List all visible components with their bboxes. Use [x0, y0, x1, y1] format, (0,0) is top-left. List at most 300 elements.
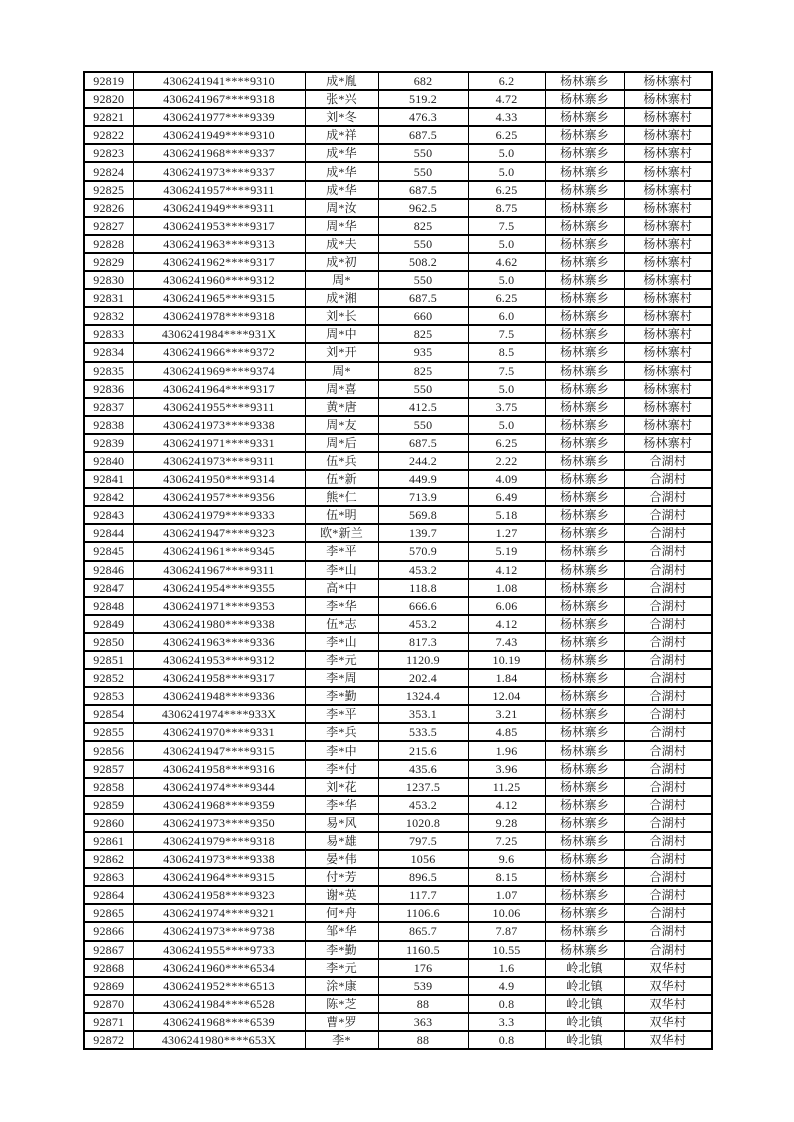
cell-seq: 92867 [84, 941, 133, 959]
cell-value2: 8.5 [468, 343, 545, 361]
cell-name: 伍*志 [305, 615, 378, 633]
table-row [84, 325, 712, 343]
cell-seq: 92827 [84, 217, 133, 235]
cell-seq: 92825 [84, 181, 133, 199]
table-row [84, 398, 712, 416]
cell-seq: 92859 [84, 796, 133, 814]
cell-village: 合湖村 [624, 669, 712, 687]
cell-value1: 435.6 [378, 760, 468, 778]
cell-id-number: 4306241947****9323 [133, 524, 305, 542]
cell-township: 杨林寨乡 [545, 126, 624, 144]
cell-seq: 92840 [84, 452, 133, 470]
cell-village: 杨林寨村 [624, 181, 712, 199]
cell-village: 合湖村 [624, 633, 712, 651]
cell-seq: 92833 [84, 325, 133, 343]
table-row [84, 1031, 712, 1049]
cell-id-number: 4306241958****9323 [133, 886, 305, 904]
cell-seq: 92841 [84, 470, 133, 488]
table-row [84, 687, 712, 705]
cell-id-number: 4306241952****6513 [133, 977, 305, 995]
cell-village: 合湖村 [624, 470, 712, 488]
cell-name: 李*山 [305, 633, 378, 651]
cell-township: 杨林寨乡 [545, 325, 624, 343]
cell-village: 合湖村 [624, 760, 712, 778]
cell-seq: 92855 [84, 723, 133, 741]
cell-village: 合湖村 [624, 904, 712, 922]
cell-village: 双华村 [624, 995, 712, 1013]
cell-id-number: 4306241968****6539 [133, 1013, 305, 1031]
cell-township: 杨林寨乡 [545, 705, 624, 723]
cell-value2: 6.2 [468, 72, 545, 90]
cell-value1: 1056 [378, 850, 468, 868]
cell-value2: 4.62 [468, 253, 545, 271]
cell-name: 张*兴 [305, 90, 378, 108]
cell-id-number: 4306241955****9733 [133, 941, 305, 959]
cell-name: 李*勤 [305, 941, 378, 959]
cell-name: 李*中 [305, 741, 378, 759]
cell-township: 杨林寨乡 [545, 615, 624, 633]
cell-village: 合湖村 [624, 922, 712, 940]
table-row [84, 181, 712, 199]
cell-name: 欧*新兰 [305, 524, 378, 542]
cell-seq: 92845 [84, 542, 133, 560]
cell-value1: 139.7 [378, 524, 468, 542]
cell-name: 周*华 [305, 217, 378, 235]
cell-seq: 92823 [84, 144, 133, 162]
cell-township: 杨林寨乡 [545, 434, 624, 452]
cell-value1: 117.7 [378, 886, 468, 904]
cell-township: 杨林寨乡 [545, 561, 624, 579]
cell-name: 熊*仁 [305, 488, 378, 506]
cell-township: 杨林寨乡 [545, 362, 624, 380]
table-row [84, 778, 712, 796]
cell-name: 谢*英 [305, 886, 378, 904]
cell-id-number: 4306241969****9374 [133, 362, 305, 380]
cell-value2: 8.15 [468, 868, 545, 886]
cell-seq: 92850 [84, 633, 133, 651]
cell-id-number: 4306241958****9317 [133, 669, 305, 687]
cell-value1: 825 [378, 362, 468, 380]
table-row [84, 524, 712, 542]
cell-value1: 176 [378, 959, 468, 977]
cell-village: 合湖村 [624, 941, 712, 959]
cell-village: 合湖村 [624, 542, 712, 560]
cell-name: 李*兵 [305, 723, 378, 741]
cell-id-number: 4306241964****9317 [133, 380, 305, 398]
cell-value2: 4.33 [468, 108, 545, 126]
cell-id-number: 4306241973****9338 [133, 416, 305, 434]
cell-value1: 713.9 [378, 488, 468, 506]
cell-village: 合湖村 [624, 814, 712, 832]
cell-value2: 7.5 [468, 217, 545, 235]
cell-value1: 1120.9 [378, 651, 468, 669]
cell-seq: 92824 [84, 162, 133, 180]
cell-value1: 570.9 [378, 542, 468, 560]
cell-township: 杨林寨乡 [545, 181, 624, 199]
cell-township: 杨林寨乡 [545, 162, 624, 180]
cell-id-number: 4306241948****9336 [133, 687, 305, 705]
cell-value2: 5.0 [468, 380, 545, 398]
table-row [84, 561, 712, 579]
cell-township: 杨林寨乡 [545, 235, 624, 253]
cell-id-number: 4306241984****931X [133, 325, 305, 343]
cell-name: 成*祥 [305, 126, 378, 144]
table-row [84, 108, 712, 126]
cell-township: 杨林寨乡 [545, 669, 624, 687]
cell-name: 刘*长 [305, 307, 378, 325]
cell-value2: 7.5 [468, 325, 545, 343]
cell-township: 杨林寨乡 [545, 398, 624, 416]
cell-seq: 92864 [84, 886, 133, 904]
cell-name: 成*华 [305, 144, 378, 162]
cell-village: 杨林寨村 [624, 343, 712, 361]
cell-township: 杨林寨乡 [545, 289, 624, 307]
cell-name: 易*雄 [305, 832, 378, 850]
cell-value1: 476.3 [378, 108, 468, 126]
cell-value2: 4.09 [468, 470, 545, 488]
cell-name: 李*周 [305, 669, 378, 687]
cell-seq: 92866 [84, 922, 133, 940]
cell-seq: 92836 [84, 380, 133, 398]
cell-seq: 92868 [84, 959, 133, 977]
cell-value2: 8.75 [468, 199, 545, 217]
cell-township: 杨林寨乡 [545, 832, 624, 850]
cell-name: 付*芳 [305, 868, 378, 886]
cell-village: 合湖村 [624, 687, 712, 705]
cell-value2: 1.08 [468, 579, 545, 597]
cell-village: 双华村 [624, 977, 712, 995]
cell-township: 杨林寨乡 [545, 687, 624, 705]
cell-value1: 550 [378, 416, 468, 434]
cell-township: 岭北镇 [545, 995, 624, 1013]
cell-seq: 92830 [84, 271, 133, 289]
cell-name: 陈*芝 [305, 995, 378, 1013]
cell-id-number: 4306241980****9338 [133, 615, 305, 633]
table-row [84, 144, 712, 162]
cell-seq: 92822 [84, 126, 133, 144]
cell-value1: 682 [378, 72, 468, 90]
cell-id-number: 4306241960****9312 [133, 271, 305, 289]
cell-name: 曹*罗 [305, 1013, 378, 1031]
cell-id-number: 4306241954****9355 [133, 579, 305, 597]
cell-id-number: 4306241971****9331 [133, 434, 305, 452]
cell-township: 杨林寨乡 [545, 760, 624, 778]
cell-id-number: 4306241968****9337 [133, 144, 305, 162]
cell-village: 合湖村 [624, 488, 712, 506]
cell-value2: 12.04 [468, 687, 545, 705]
table-row [84, 633, 712, 651]
cell-id-number: 4306241962****9317 [133, 253, 305, 271]
cell-name: 伍*兵 [305, 452, 378, 470]
cell-value1: 453.2 [378, 561, 468, 579]
cell-village: 合湖村 [624, 615, 712, 633]
cell-value1: 215.6 [378, 741, 468, 759]
cell-value2: 5.18 [468, 506, 545, 524]
cell-value1: 569.8 [378, 506, 468, 524]
cell-value2: 10.55 [468, 941, 545, 959]
cell-value2: 5.0 [468, 144, 545, 162]
cell-township: 杨林寨乡 [545, 597, 624, 615]
cell-value2: 5.0 [468, 416, 545, 434]
cell-township: 杨林寨乡 [545, 796, 624, 814]
cell-name: 成*华 [305, 181, 378, 199]
cell-id-number: 4306241964****9315 [133, 868, 305, 886]
table-row [84, 416, 712, 434]
cell-seq: 92819 [84, 72, 133, 90]
cell-id-number: 4306241960****6534 [133, 959, 305, 977]
cell-seq: 92847 [84, 579, 133, 597]
cell-id-number: 4306241949****9310 [133, 126, 305, 144]
cell-id-number: 4306241953****9312 [133, 651, 305, 669]
cell-name: 易*风 [305, 814, 378, 832]
cell-value1: 88 [378, 1031, 468, 1049]
cell-name: 伍*新 [305, 470, 378, 488]
table-row [84, 723, 712, 741]
cell-value2: 5.0 [468, 271, 545, 289]
table-row [84, 760, 712, 778]
cell-seq: 92860 [84, 814, 133, 832]
cell-seq: 92872 [84, 1031, 133, 1049]
table-body [84, 72, 712, 1049]
cell-village: 杨林寨村 [624, 72, 712, 90]
cell-value2: 3.96 [468, 760, 545, 778]
cell-value1: 550 [378, 380, 468, 398]
cell-seq: 92870 [84, 995, 133, 1013]
cell-village: 合湖村 [624, 868, 712, 886]
cell-township: 杨林寨乡 [545, 488, 624, 506]
cell-village: 合湖村 [624, 741, 712, 759]
cell-name: 伍*明 [305, 506, 378, 524]
cell-township: 杨林寨乡 [545, 253, 624, 271]
cell-id-number: 4306241961****9345 [133, 542, 305, 560]
cell-village: 杨林寨村 [624, 307, 712, 325]
cell-seq: 92849 [84, 615, 133, 633]
cell-value1: 118.8 [378, 579, 468, 597]
cell-id-number: 4306241953****9317 [133, 217, 305, 235]
cell-value1: 865.7 [378, 922, 468, 940]
cell-value1: 550 [378, 162, 468, 180]
cell-id-number: 4306241974****9321 [133, 904, 305, 922]
cell-id-number: 4306241955****9311 [133, 398, 305, 416]
cell-name: 周*汝 [305, 199, 378, 217]
cell-township: 杨林寨乡 [545, 199, 624, 217]
cell-name: 李*元 [305, 959, 378, 977]
cell-value1: 453.2 [378, 615, 468, 633]
cell-value2: 3.3 [468, 1013, 545, 1031]
cell-value2: 11.25 [468, 778, 545, 796]
cell-value1: 935 [378, 343, 468, 361]
cell-seq: 92856 [84, 741, 133, 759]
cell-name: 周*友 [305, 416, 378, 434]
table-row [84, 705, 712, 723]
cell-seq: 92848 [84, 597, 133, 615]
cell-name: 周* [305, 271, 378, 289]
cell-name: 高*中 [305, 579, 378, 597]
cell-township: 杨林寨乡 [545, 651, 624, 669]
cell-village: 杨林寨村 [624, 126, 712, 144]
cell-id-number: 4306241973****9338 [133, 850, 305, 868]
cell-id-number: 4306241973****9311 [133, 452, 305, 470]
cell-name: 李*华 [305, 796, 378, 814]
cell-township: 杨林寨乡 [545, 452, 624, 470]
cell-seq: 92831 [84, 289, 133, 307]
cell-village: 杨林寨村 [624, 253, 712, 271]
cell-id-number: 4306241973****9337 [133, 162, 305, 180]
cell-value2: 1.6 [468, 959, 545, 977]
cell-seq: 92852 [84, 669, 133, 687]
cell-value2: 1.96 [468, 741, 545, 759]
cell-township: 杨林寨乡 [545, 922, 624, 940]
cell-value1: 660 [378, 307, 468, 325]
table-row [84, 307, 712, 325]
table-row [84, 959, 712, 977]
cell-value1: 797.5 [378, 832, 468, 850]
cell-value2: 5.19 [468, 542, 545, 560]
cell-seq: 92835 [84, 362, 133, 380]
cell-id-number: 4306241973****9738 [133, 922, 305, 940]
cell-village: 合湖村 [624, 778, 712, 796]
cell-seq: 92826 [84, 199, 133, 217]
cell-value2: 4.85 [468, 723, 545, 741]
cell-township: 杨林寨乡 [545, 542, 624, 560]
table-row [84, 579, 712, 597]
cell-village: 合湖村 [624, 452, 712, 470]
cell-value2: 6.49 [468, 488, 545, 506]
cell-township: 岭北镇 [545, 977, 624, 995]
cell-value1: 363 [378, 1013, 468, 1031]
cell-value1: 244.2 [378, 452, 468, 470]
cell-name: 李*元 [305, 651, 378, 669]
cell-id-number: 4306241958****9316 [133, 760, 305, 778]
cell-name: 周*后 [305, 434, 378, 452]
cell-seq: 92857 [84, 760, 133, 778]
table-row [84, 289, 712, 307]
cell-id-number: 4306241941****9310 [133, 72, 305, 90]
cell-value2: 7.25 [468, 832, 545, 850]
cell-township: 杨林寨乡 [545, 886, 624, 904]
table-row [84, 362, 712, 380]
table-row [84, 995, 712, 1013]
cell-seq: 92863 [84, 868, 133, 886]
cell-value2: 4.9 [468, 977, 545, 995]
cell-village: 杨林寨村 [624, 235, 712, 253]
cell-id-number: 4306241967****9311 [133, 561, 305, 579]
cell-township: 杨林寨乡 [545, 343, 624, 361]
cell-value1: 550 [378, 271, 468, 289]
table-row [84, 1013, 712, 1031]
table-row [84, 470, 712, 488]
cell-name: 李*华 [305, 597, 378, 615]
cell-village: 合湖村 [624, 723, 712, 741]
cell-name: 李* [305, 1031, 378, 1049]
cell-township: 杨林寨乡 [545, 579, 624, 597]
cell-value2: 6.06 [468, 597, 545, 615]
cell-village: 杨林寨村 [624, 289, 712, 307]
cell-value2: 6.25 [468, 181, 545, 199]
cell-name: 成*华 [305, 162, 378, 180]
cell-name: 黄*唐 [305, 398, 378, 416]
cell-value1: 1324.4 [378, 687, 468, 705]
cell-id-number: 4306241950****9314 [133, 470, 305, 488]
cell-value1: 825 [378, 217, 468, 235]
cell-seq: 92851 [84, 651, 133, 669]
cell-value1: 539 [378, 977, 468, 995]
cell-township: 杨林寨乡 [545, 741, 624, 759]
cell-name: 周* [305, 362, 378, 380]
cell-id-number: 4306241980****653X [133, 1031, 305, 1049]
table-row [84, 977, 712, 995]
cell-village: 合湖村 [624, 705, 712, 723]
cell-value2: 9.6 [468, 850, 545, 868]
cell-value2: 3.75 [468, 398, 545, 416]
table-row [84, 199, 712, 217]
cell-value1: 896.5 [378, 868, 468, 886]
cell-township: 杨林寨乡 [545, 380, 624, 398]
table-row [84, 488, 712, 506]
table-row [84, 814, 712, 832]
cell-village: 杨林寨村 [624, 398, 712, 416]
cell-name: 涂*康 [305, 977, 378, 995]
cell-value1: 687.5 [378, 434, 468, 452]
cell-village: 合湖村 [624, 597, 712, 615]
cell-name: 李*勤 [305, 687, 378, 705]
cell-value2: 1.84 [468, 669, 545, 687]
table-row [84, 832, 712, 850]
table-row [84, 542, 712, 560]
table-row [84, 72, 712, 90]
cell-name: 李*平 [305, 542, 378, 560]
table-row [84, 669, 712, 687]
cell-township: 杨林寨乡 [545, 470, 624, 488]
table-row [84, 253, 712, 271]
cell-seq: 92820 [84, 90, 133, 108]
cell-township: 杨林寨乡 [545, 271, 624, 289]
table-row [84, 235, 712, 253]
cell-village: 双华村 [624, 1013, 712, 1031]
cell-township: 岭北镇 [545, 959, 624, 977]
cell-id-number: 4306241963****9313 [133, 235, 305, 253]
table-row [84, 651, 712, 669]
cell-township: 岭北镇 [545, 1013, 624, 1031]
cell-value1: 353.1 [378, 705, 468, 723]
cell-value2: 10.06 [468, 904, 545, 922]
cell-value2: 5.0 [468, 235, 545, 253]
cell-seq: 92828 [84, 235, 133, 253]
cell-township: 杨林寨乡 [545, 506, 624, 524]
cell-value2: 10.19 [468, 651, 545, 669]
cell-value1: 962.5 [378, 199, 468, 217]
cell-village: 杨林寨村 [624, 162, 712, 180]
table-row [84, 741, 712, 759]
cell-id-number: 4306241966****9372 [133, 343, 305, 361]
table-row [84, 796, 712, 814]
cell-name: 周*喜 [305, 380, 378, 398]
table-row [84, 452, 712, 470]
cell-village: 合湖村 [624, 524, 712, 542]
cell-name: 成*湘 [305, 289, 378, 307]
cell-seq: 92844 [84, 524, 133, 542]
cell-value2: 0.8 [468, 1031, 545, 1049]
cell-village: 合湖村 [624, 651, 712, 669]
cell-value1: 687.5 [378, 181, 468, 199]
cell-value2: 4.12 [468, 615, 545, 633]
cell-value1: 825 [378, 325, 468, 343]
cell-township: 杨林寨乡 [545, 941, 624, 959]
cell-seq: 92869 [84, 977, 133, 995]
cell-seq: 92853 [84, 687, 133, 705]
cell-name: 晏*伟 [305, 850, 378, 868]
table-row [84, 90, 712, 108]
